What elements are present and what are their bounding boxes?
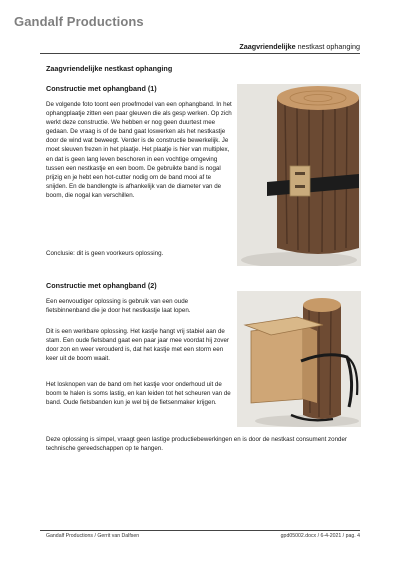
running-header-rest: nestkast ophanging [295, 42, 360, 51]
section-1-title: Constructie met ophangband (1) [46, 84, 157, 93]
section-1-paragraph-1: De volgende foto toont een proefmodel van een ophangband. In het ophangplaatje zitten een paar gleuven die als gesp werken. Op zich werkt deze constructie. We hebben er nog geen duurtest mee gedaan. De vraag is of de band gaat loswerken als het nestkastje door de wind wat beweegt. Verder is de constructie bewerkelijk. Je moet sleuven frezen in het plaatje. Het plaatje is hier van multiplex, en dat is geen lang leven beschoren in een vochtige omgeving tussen een nestkastje en een boom. De gebruikte band is nogal prijzig en je hebt een hot-cutter nodig om de band mooi af te snijden. En de bandlengte is afhankelijk van de diameter van de boom, die nogal kan verschillen. [46, 101, 232, 199]
header-divider [40, 53, 360, 54]
section-2-paragraph-2: Dit is een werkbare oplossing. Het kastje hangt vrij stabiel aan de stam. Een oude fietsband gaat een paar jaar mee voordat hij zover door zon en weer verouderd is, dat het kastje met een storm een keer uit de boom waait. [46, 328, 229, 363]
section-1-conclusion: Conclusie: dit is geen voorkeurs oplossing. [46, 250, 164, 257]
running-header [239, 42, 360, 51]
footer-file-info: gpd05002.docx / 6-4-2021 / pag. 4 [280, 533, 360, 539]
footer-divider [40, 530, 360, 531]
brand-name: Gandalf Productions [14, 14, 144, 29]
running-header-bold: Zaagvriendelijke [239, 42, 296, 51]
section-2-paragraph-3: Het losknopen van de band om het kastje voor onderhoud uit de boom te halen is soms lastig, en kan leiden tot het scheuren van de band. Oude fietsbanden kun je wel bij de fietsenmaker krijgen. [46, 381, 231, 407]
section-2-paragraph-1: Een eenvoudiger oplossing is gebruik van een oude fietsbinnenband die je door het nestkastje laat lopen. [46, 298, 191, 315]
document-title: Zaagvriendelijke nestkast ophanging [46, 64, 173, 73]
section-2-title: Constructie met ophangband (2) [46, 281, 157, 290]
photo-nestbox-on-stump [237, 291, 361, 427]
photo-tree-stump-strap [237, 84, 361, 266]
footer-author: Gandalf Productions / Gerrit van Dalfsen [46, 533, 140, 539]
section-2-paragraph-4: Deze oplossing is simpel, vraagt geen lastige productiebewerkingen en is door de nestkast consument zonder technische gereedschappen op te hangen. [46, 436, 347, 453]
